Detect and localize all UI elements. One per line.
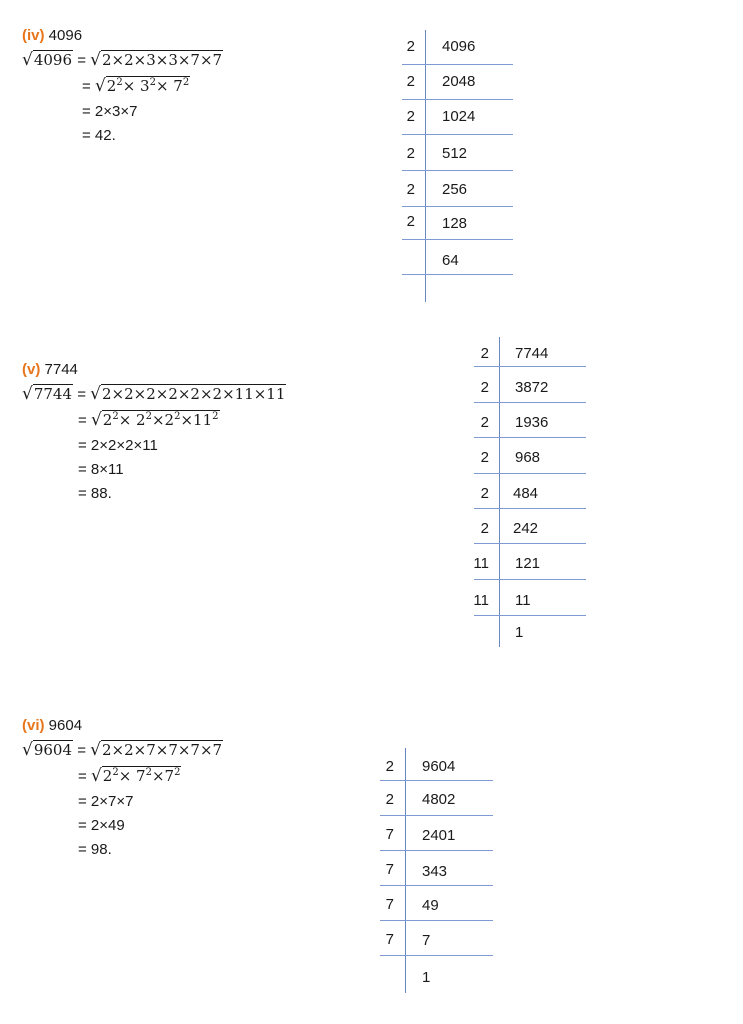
section-heading (22, 714, 82, 738)
table-row: 2 7744 (470, 337, 586, 367)
table-row: 2 1024 (398, 100, 513, 135)
radical-lhs: √4096 (22, 50, 73, 70)
table-row: 2 9604 (380, 748, 493, 781)
table-row: 7 343 (380, 851, 493, 886)
table-row: 2 4802 (380, 781, 493, 816)
section-label: (v) (22, 361, 41, 378)
table-row: 2 4096 (398, 30, 513, 65)
section-heading (22, 24, 82, 48)
product-step: = 2×7×7 (78, 793, 134, 810)
section-iv (22, 24, 362, 164)
section-number: 7744 (44, 361, 78, 378)
division-table-iv (398, 30, 513, 302)
table-row: 1 (515, 624, 524, 641)
section-number: 9604 (48, 717, 83, 734)
table-row: 2 484 (470, 474, 586, 509)
power-step: = $√2^2\times 3^2\times 7^2$ (82, 76, 190, 96)
section-heading (22, 358, 78, 382)
root-equation: √9604 = √2×2×7×7×7×7 (22, 738, 223, 763)
division-table-v (470, 337, 586, 647)
radical-lhs: √7744 (22, 384, 73, 404)
table-row: 7 49 (380, 886, 493, 921)
result-step: = 42. (82, 127, 116, 144)
table-row: 2 512 (398, 135, 513, 171)
result-step: = 88. (78, 485, 112, 502)
section-label: (vi) (22, 717, 45, 734)
table-row: 2 968 (470, 438, 586, 474)
section-vi (22, 714, 362, 864)
radical-rhs: √2×2×2×2×2×2×11×11 (90, 384, 286, 404)
radical-rhs: √2×2×7×7×7×7 (90, 740, 223, 760)
table-row: 1 (422, 969, 431, 986)
power-step: = $√2^2\times 2^2\times 2^2\times 11^2$ (78, 410, 219, 430)
table-row: 7 7 (380, 921, 493, 956)
product-step: = 2×49 (78, 817, 125, 834)
table-row: 11 121 (470, 544, 586, 580)
product-step: = 2×2×2×11 (78, 437, 158, 454)
section-number: 4096 (48, 27, 83, 44)
section-v (22, 358, 362, 508)
product-step: = 2×3×7 (82, 103, 138, 120)
product-step: = 8×11 (78, 461, 124, 478)
table-row: 2 128 (398, 207, 513, 240)
radical-rhs: √2×2×3×3×7×7 (90, 50, 223, 70)
table-row: 2 2048 (398, 65, 513, 100)
result-step: = 98. (78, 841, 112, 858)
table-row: 64 (398, 240, 513, 275)
radical-lhs: √9604 (22, 740, 73, 760)
table-row: 7 2401 (380, 816, 493, 851)
table-row: 2 242 (470, 509, 586, 544)
table-row: 11 11 (470, 580, 586, 616)
table-row: 2 3872 (470, 367, 586, 403)
table-row: 2 256 (398, 171, 513, 207)
section-label: (iv) (22, 27, 45, 44)
root-equation: √4096 = √2×2×3×3×7×7 (22, 48, 223, 73)
table-row: 2 1936 (470, 403, 586, 438)
division-table-vi (380, 748, 493, 993)
root-equation: √7744 = √2×2×2×2×2×2×11×11 (22, 382, 286, 407)
power-step: = $√2^2\times 7^2\times 7^2$ (78, 766, 181, 786)
